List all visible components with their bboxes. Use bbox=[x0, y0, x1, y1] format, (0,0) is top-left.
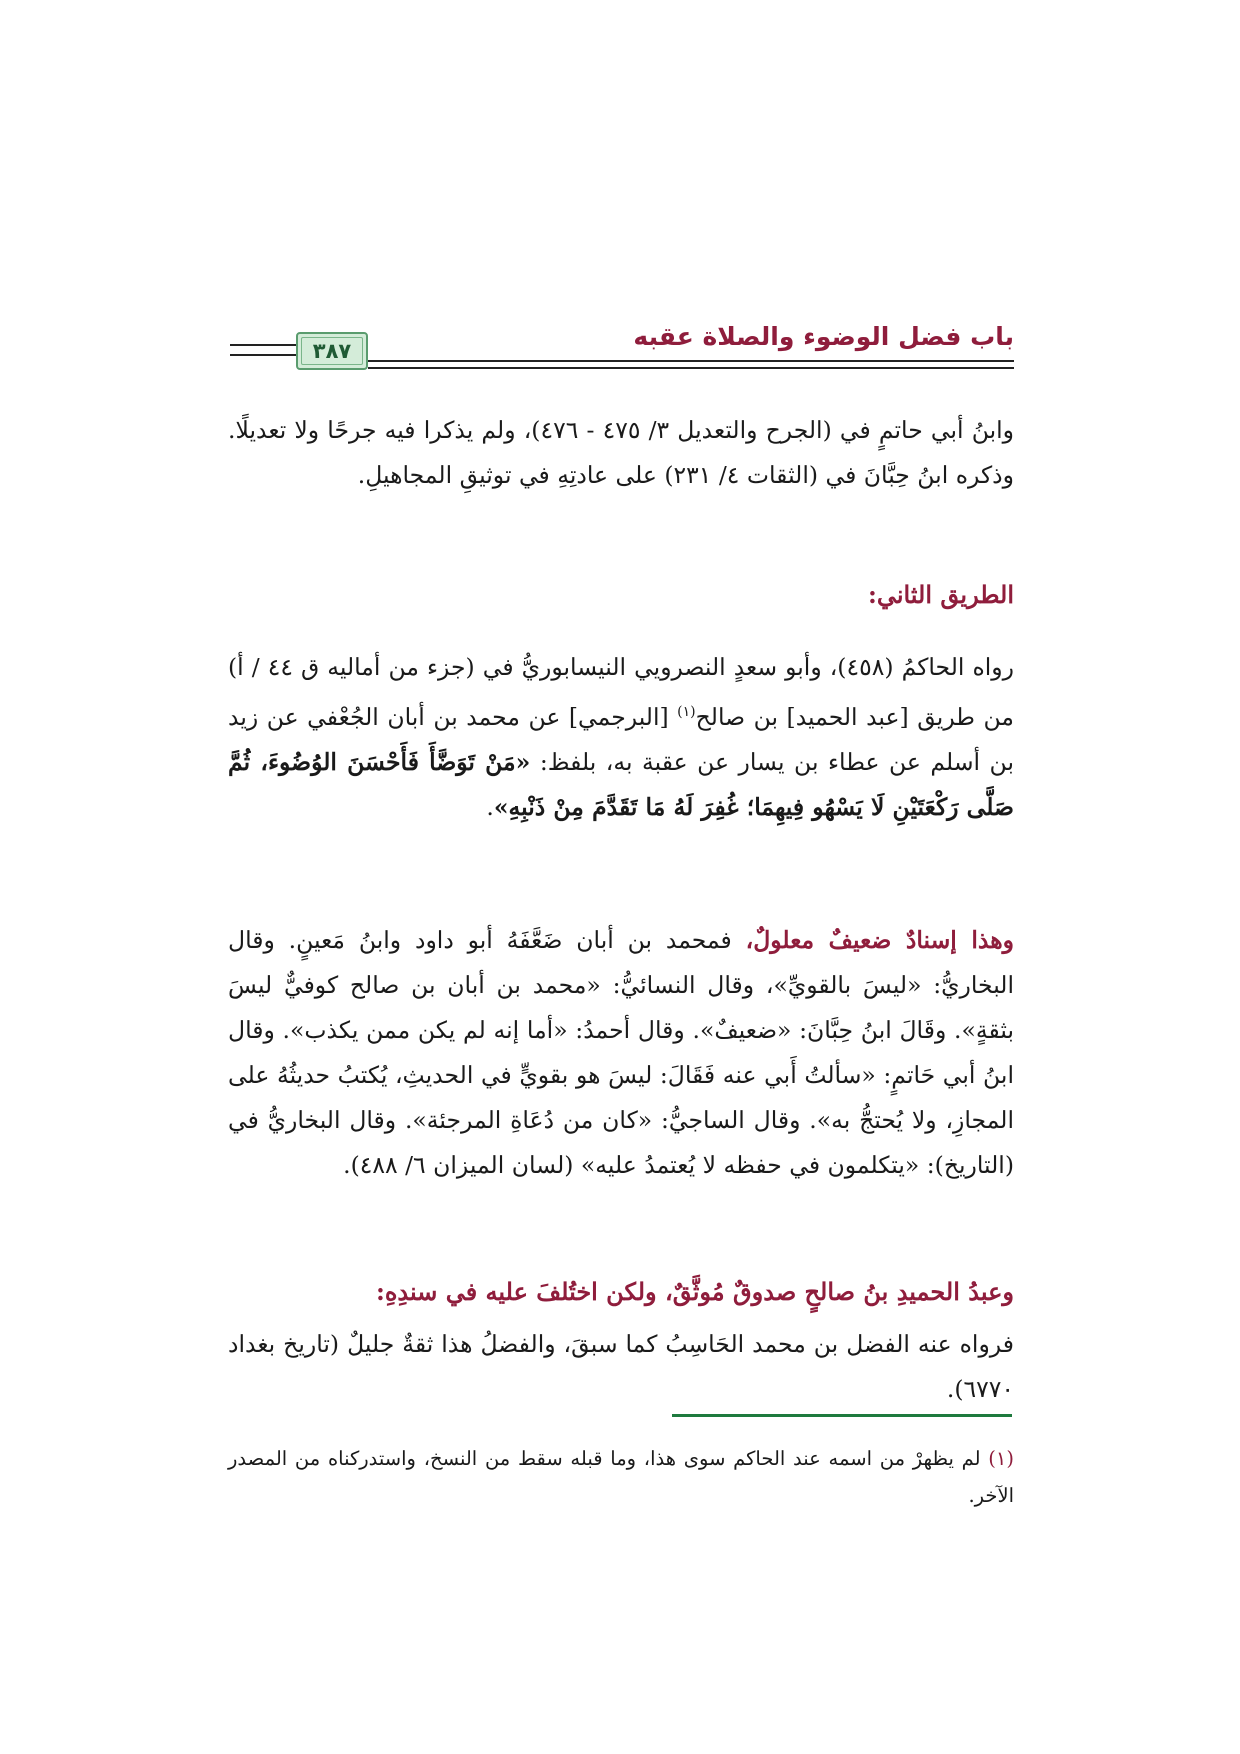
page-header bbox=[230, 322, 1014, 374]
narration-text: رواه الحاكمُ (٤٥٨)، وأبو سعدٍ النصرويي النيسابوريُّ في (جزء من أماليه ق ٤٤ / أ) من طريق [عبد الحميد] بن صالح bbox=[228, 653, 1015, 731]
footnote-number: (١) bbox=[988, 1447, 1014, 1470]
page-number-badge bbox=[296, 332, 368, 370]
heading-second-path: الطريق الثاني: bbox=[867, 580, 1014, 609]
footnote-text: لم يظهرْ من اسمه عند الحاكم سوى هذا، وما قبله سقط من النسخ، واستدركناه من المصدر الآخر. bbox=[228, 1447, 1014, 1507]
paragraph-narration bbox=[228, 645, 1014, 830]
narration-text-continued: [البرجمي] عن محمد بن أبان الجُعْفي عن زيد بن أسلم عن عطاء بن يسار عن عقبة به، بلفظ: bbox=[228, 702, 1014, 776]
header-rule-right-top bbox=[368, 360, 1014, 362]
footnote-separator bbox=[672, 1414, 1012, 1417]
isnad-verdict: وهذا إسنادٌ ضعيفٌ معلولٌ، bbox=[745, 926, 1014, 954]
header-rule-left-bottom bbox=[230, 354, 296, 356]
header-rule-right-bottom bbox=[368, 367, 1014, 369]
paragraph-isnad-evaluation bbox=[228, 918, 1014, 1188]
heading-abd-alhamid: وعبدُ الحميدِ بنُ صالحٍ صدوقٌ مُوثَّقٌ، ولكن اختُلفَ عليه في سندِهِ: bbox=[375, 1277, 1014, 1306]
page-number: ٣٨٧ bbox=[312, 339, 352, 363]
paragraph-fadl: فرواه عنه الفضل بن محمد الحَاسِبُ كما سبقَ، والفضلُ هذا ثقةٌ جليلٌ (تاريخ بغداد ٦٧٧٠). bbox=[228, 1330, 1014, 1403]
footnote bbox=[228, 1440, 1014, 1514]
paragraph-ibn-abi-hatim: وابنُ أبي حاتمٍ في (الجرح والتعديل ٣/ ٤٧٥ - ٤٧٦)، ولم يذكرا فيه جرحًا ولا تعديلًا. وذكره ابنُ حِبَّانَ في (الثقات ٤/ ٢٣١) على عادتِهِ في توثيقِ المجاهيلِ. bbox=[228, 416, 1014, 489]
chapter-title: باب فضل الوضوء والصلاة عقبه bbox=[633, 322, 1014, 351]
hadith-text: «مَنْ تَوَضَّأَ فَأَحْسَنَ الوُضُوءَ، ثُمَّ صَلَّى رَكْعَتَيْنِ لَا يَسْهُو فِيهِمَا؛ غُفِرَ لَهُ مَا تَقَدَّمَ مِنْ ذَنْبِهِ» bbox=[228, 747, 1014, 821]
header-rule-left-top bbox=[230, 344, 296, 346]
narration-end: . bbox=[486, 792, 494, 821]
isnad-evaluation-text: فمحمد بن أبان ضَعَّفَهُ أبو داود وابنُ مَعينٍ. وقال البخاريُّ: «ليسَ بالقويِّ»، وقال النسائيُّ: «محمد بن أبان بن صالح كوفيٌّ ليسَ بثقةٍ». وقَالَ ابنُ حِبَّانَ: «ضعيفٌ». وقال أحمدُ: «أما إنه لم يكن ممن يكذب». وقال ابنُ أبي حَاتمٍ: «سألتُ أَبي عنه فَقَالَ: ليسَ هو بقويٍّ في الحديثِ، يُكتبُ حديثُهُ على المجازِ، ولا يُحتجُّ به». وقال الساجيُّ: «كان من دُعَاةِ المرجئة». وقال البخاريُّ في (التاريخ): «يتكلمون في حفظه لا يُعتمدُ عليه» (لسان الميزان ٦/ ٤٨٨). bbox=[228, 926, 1014, 1179]
footnote-reference[interactable]: (١) bbox=[677, 704, 696, 720]
